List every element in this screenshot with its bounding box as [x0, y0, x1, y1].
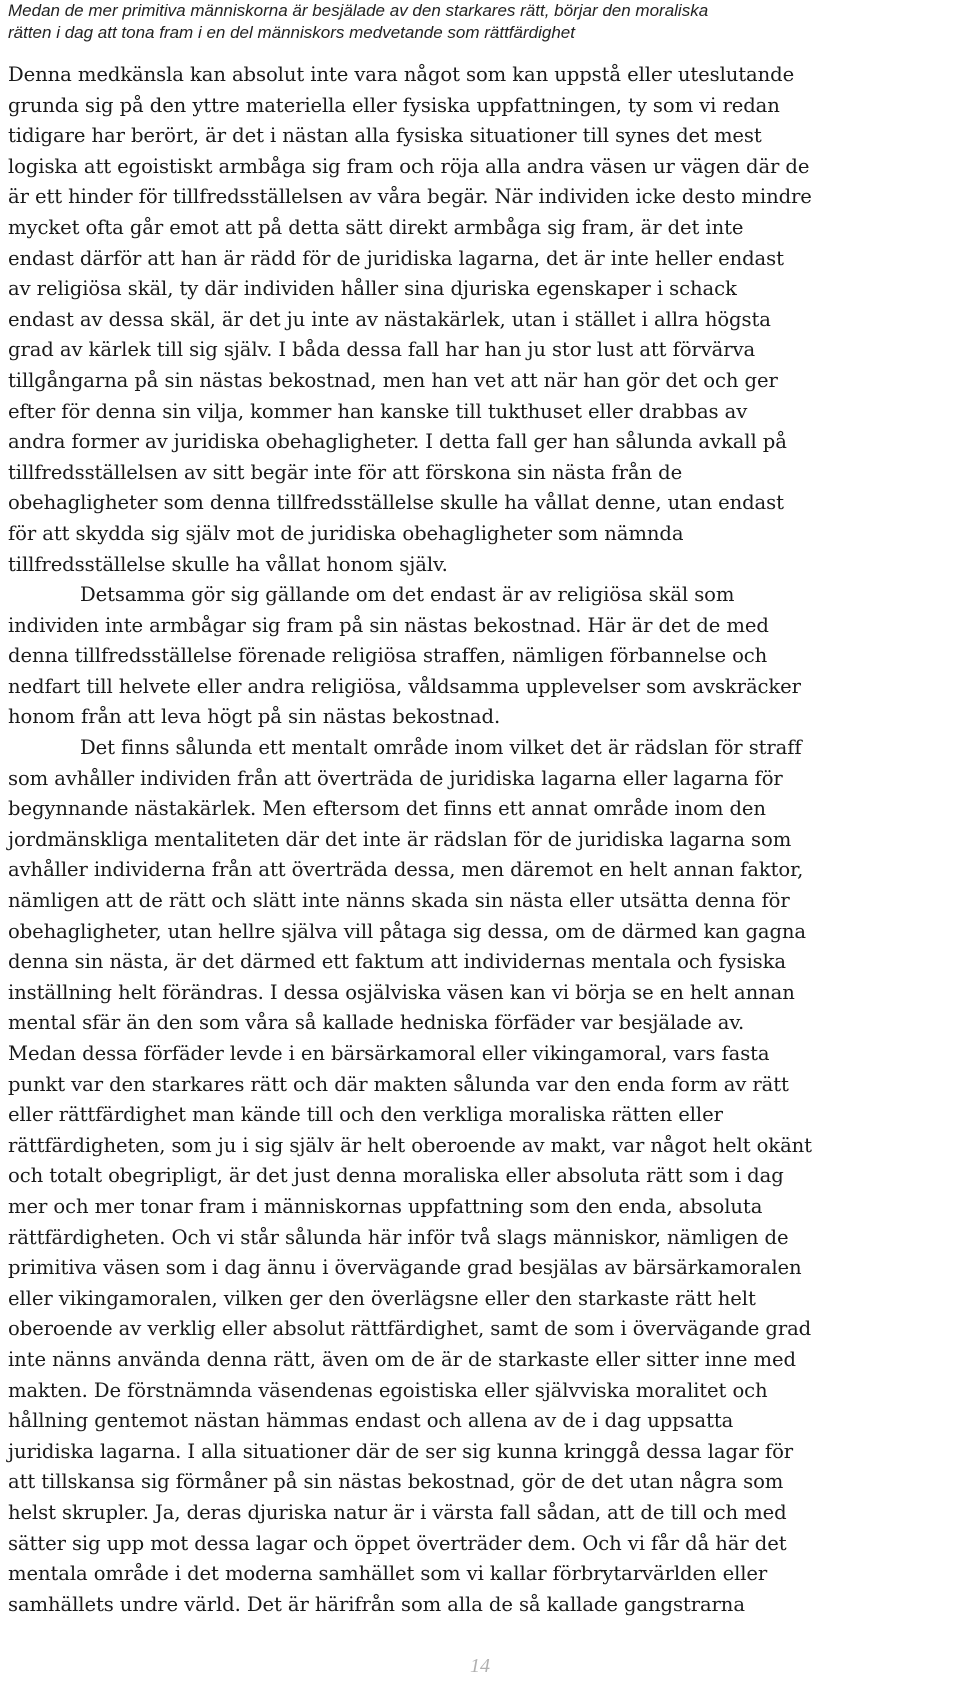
- text-line: endast av dessa skäl, är det ju inte av nästakärlek, utan i stället i allra högsta: [8, 307, 771, 331]
- text-line: eller vikingamoralen, vilken ger den överlägsne eller den starkaste rätt helt: [8, 1286, 756, 1310]
- text-line: inte nänns använda denna rätt, även om de är de starkaste eller sitter inne med: [8, 1347, 796, 1371]
- text-line: och totalt obegripligt, är det just denna moraliska eller absoluta rätt som i dag: [8, 1164, 784, 1188]
- text-line: jordmänskliga mentaliteten där det inte är rädslan för de juridiska lagarna som: [8, 827, 792, 851]
- text-line: mer och mer tonar fram i människornas uppfattning som den enda, absoluta: [8, 1194, 763, 1218]
- text-line: tillgångarna på sin nästas bekostnad, men han vet att när han gör det och ger: [8, 368, 778, 392]
- text-line: individen inte armbågar sig fram på sin nästas bekostnad. Här är det de med: [8, 613, 769, 637]
- text-line: grad av kärlek till sig själv. I båda dessa fall har han ju stor lust att förvärva: [8, 338, 756, 362]
- text-line: punkt var den starkares rätt och där makten sålunda var den enda form av rätt: [8, 1072, 789, 1096]
- text-line: denna sin nästa, är det därmed ett faktum att individernas mentala och fysiska: [8, 950, 786, 974]
- running-header: [8, 0, 948, 44]
- text-line: mental sfär än den som våra så kallade hedniska förfäder var besjälade av.: [8, 1011, 745, 1035]
- text-line: Detsamma gör sig gällande om det endast är av religiösa skäl som: [80, 583, 735, 607]
- text-line: makten. De förstnämnda väsendenas egoistiska eller självviska moralitet och: [8, 1378, 768, 1402]
- text-line: Medan dessa förfäder levde i en bärsärkamoral eller vikingamoral, vars fasta: [8, 1042, 770, 1065]
- text-line: avhåller individerna från att överträda dessa, men däremot en helt annan faktor,: [8, 858, 804, 882]
- text-line: hållning gentemot nästan hämmas endast och allena av de i dag uppsatta: [8, 1409, 734, 1433]
- text-line: juridiska lagarna. I alla situationer där de ser sig kunna kringgå dessa lagar för: [8, 1439, 794, 1463]
- text-line: är ett hinder för tillfredsställelsen av våra begär. När individen icke desto mindre: [8, 185, 812, 209]
- text-line: begynnande nästakärlek. Men eftersom det finns ett annat område inom den: [8, 797, 766, 821]
- text-line: eller rättfärdighet man kände till och den verkliga moraliska rätten eller: [8, 1103, 723, 1127]
- text-line: Det finns sålunda ett mentalt område inom vilket det är rädslan för straff: [80, 736, 802, 760]
- text-line: sätter sig upp mot dessa lagar och öppet överträder dem. Och vi får då här det: [8, 1531, 787, 1555]
- text-line: obehagligheter som denna tillfredsställelse skulle ha vållat denne, utan endast: [8, 491, 784, 515]
- text-line: tillfredsställelsen av sitt begär inte för att förskona sin nästa från de: [8, 460, 683, 484]
- text-line: nämligen att de rätt och slätt inte nänns skada sin nästa eller utsätta denna för: [8, 889, 790, 913]
- text-line: som avhåller individen från att överträda de juridiska lagarna eller lagarna för: [8, 766, 783, 790]
- text-line: mentala område i det moderna samhället som vi kallar förbrytarvärlden eller: [8, 1562, 768, 1586]
- running-header-line-1: Medan de mer primitiva människorna är besjälade av den starkares rätt, börjar den moraliska: [8, 1, 709, 20]
- running-header-line-2: rätten i dag att tona fram i en del människors medvetande som rättfärdighet: [8, 23, 575, 42]
- text-line: logiska att egoistiskt armbåga sig fram och röja alla andra väsen ur vägen där de: [8, 154, 810, 178]
- text-line: för att skydda sig själv mot de juridiska obehagligheter som nämnda: [8, 521, 684, 545]
- text-line: att tillskansa sig förmåner på sin nästas bekostnad, gör de det utan några som: [8, 1470, 784, 1494]
- text-line: tillfredsställelse skulle ha vållat honom själv.: [8, 552, 448, 576]
- text-line: inställning helt förändras. I dessa osjälviska väsen kan vi börja se en helt annan: [8, 980, 795, 1004]
- text-line: nedfart till helvete eller andra religiösa, våldsamma upplevelser som avskräcker: [8, 674, 801, 698]
- text-line: honom från att leva högt på sin nästas bekostnad.: [8, 705, 501, 729]
- text-line: samhällets undre värld. Det är härifrån som alla de så kallade gangstrarna: [8, 1592, 745, 1616]
- text-line: av religiösa skäl, ty där individen håller sina djuriska egenskaper i schack: [8, 277, 737, 301]
- text-line: obehagligheter, utan hellre själva vill påtaga sig dessa, om de därmed kan gagna: [8, 919, 807, 943]
- text-line: grunda sig på den yttre materiella eller fysiska uppfattningen, ty som vi redan: [8, 93, 780, 117]
- text-line: rättfärdigheten. Och vi står sålunda här inför två slags människor, nämligen de: [8, 1225, 789, 1249]
- text-line: denna tillfredsställelse förenade religiösa straffen, nämligen förbannelse och: [8, 644, 768, 668]
- text-line: tidigare har berört, är det i nästan alla fysiska situationer till synes det mest: [8, 124, 762, 148]
- body-text: [8, 60, 960, 1620]
- text-line: primitiva väsen som i dag ännu i övervägande grad besjälas av bärsärkamoralen: [8, 1256, 802, 1280]
- text-line: rättfärdigheten, som ju i sig själv är helt oberoende av makt, var något helt okänt: [8, 1133, 812, 1157]
- text-line: helst skrupler. Ja, deras djuriska natur är i värsta fall sådan, att de till och med: [8, 1500, 787, 1524]
- text-line: efter för denna sin vilja, kommer han kanske till tukthuset eller drabbas av: [8, 399, 748, 423]
- text-line: andra former av juridiska obehagligheter. I detta fall ger han sålunda avkall på: [8, 430, 787, 454]
- text-line: mycket ofta går emot att på detta sätt direkt armbåga sig fram, är det inte: [8, 215, 744, 239]
- text-line: endast därför att han är rädd för de juridiska lagarna, det är inte heller endast: [8, 246, 784, 270]
- text-line: oberoende av verklig eller absolut rättfärdighet, samt de som i övervägande grad: [8, 1317, 812, 1341]
- page-number: 14: [470, 1655, 490, 1677]
- text-line: Denna medkänsla kan absolut inte vara något som kan uppstå eller uteslutande: [8, 63, 795, 86]
